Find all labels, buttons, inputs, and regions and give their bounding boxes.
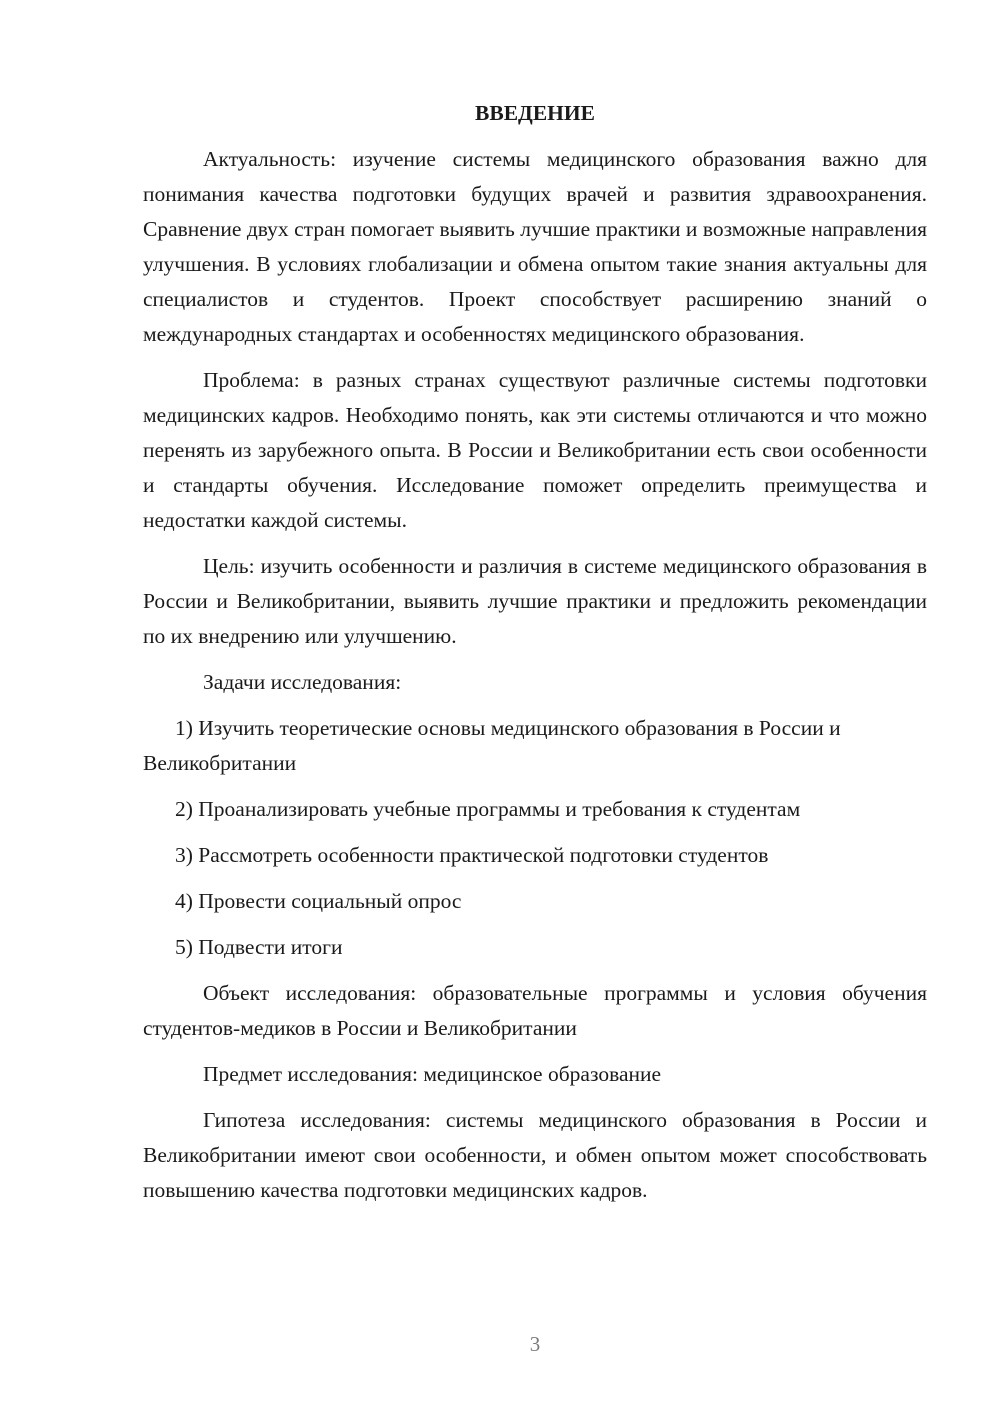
- object-paragraph: Объект исследования: образовательные программы и условия обучения студентов-медиков в России и Великобритании: [143, 981, 927, 1040]
- task-item: 5) Подвести итоги: [175, 935, 343, 959]
- task-item: 3) Рассмотреть особенности практической подготовки студентов: [175, 843, 769, 867]
- page-title: ВВЕДЕНИЕ: [475, 101, 595, 125]
- hypothesis-paragraph: Гипотеза исследования: системы медицинского образования в России и Великобритании имеют свои особенности, и обмен опытом может способствовать повышению качества подготовки медицинских кадров.: [143, 1108, 927, 1202]
- page-number: 3: [529, 1332, 541, 1356]
- subject-paragraph: Предмет исследования: медицинское образование: [203, 1062, 662, 1086]
- goal-paragraph: Цель: изучить особенности и различия в системе медицинского образования в России и Великобритании, выявить лучшие практики и предложить рекомендации по их внедрению или улучшению.: [143, 554, 927, 648]
- task-item: 1) Изучить теоретические основы медицинского образования в России и Великобритании: [143, 716, 841, 775]
- problem-paragraph: Проблема: в разных странах существуют различные системы подготовки медицинских кадров. Необходимо понять, как эти системы отличаются и что можно перенять из зарубежного опыта. В России и Великобритании есть свои особенности и стандарты обучения. Исследование поможет определить преимущества и недостатки каждой системы.: [143, 368, 927, 532]
- page-content: [143, 96, 927, 1219]
- task-item: 4) Провести социальный опрос: [175, 889, 462, 913]
- task-item: 2) Проанализировать учебные программы и требования к студентам: [175, 797, 801, 821]
- relevance-paragraph: Актуальность: изучение системы медицинского образования важно для понимания качества подготовки будущих врачей и развития здравоохранения. Сравнение двух стран помогает выявить лучшие практики и возможные направления улучшения. В условиях глобализации и обмена опытом такие знания актуальны для специалистов и студентов. Проект способствует расширению знаний о международных стандартах и особенностях медицинского образования.: [143, 147, 927, 346]
- tasks-heading: Задачи исследования:: [203, 670, 402, 694]
